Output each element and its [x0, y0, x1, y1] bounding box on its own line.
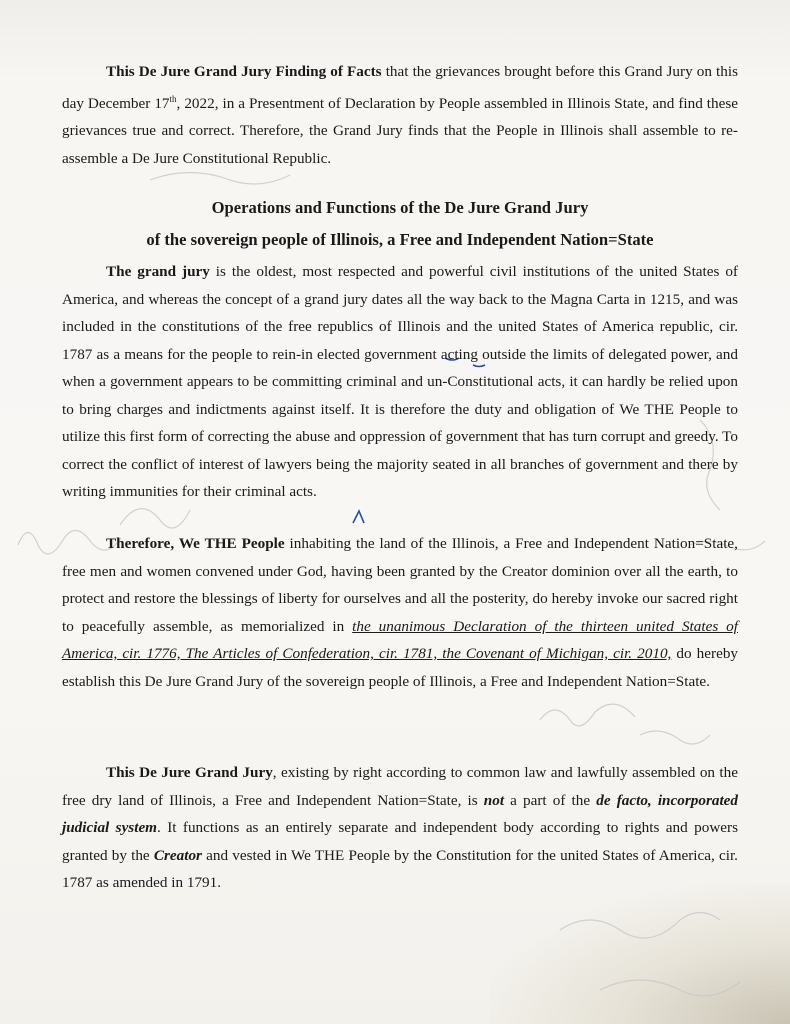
djgj-creator: Creator: [153, 846, 202, 864]
therefore-text-2: do hereby establish this De Jure Grand Jury of the sovereign people of Illinois, a Free and Independent Nation=State.: [62, 645, 739, 690]
de-jure-grand-jury-paragraph: [62, 759, 738, 897]
djgj-text-1: , existing by right according to common law and lawfully assembled on the free dry land of Illinois, a Free and Independent Nation=State, is: [62, 764, 738, 809]
grand-jury-paragraph: [62, 258, 738, 506]
scan-shadow: [490, 884, 790, 1024]
finding-of-facts-lead: This De Jure Grand Jury Finding of Facts: [106, 63, 382, 80]
djgj-text-4: and vested in We THE People by the Constitution for the united States of America, cir. 1787 as amended in 1791.: [62, 846, 738, 891]
finding-of-facts-paragraph: [62, 58, 738, 172]
finding-sup: th: [169, 93, 177, 104]
grand-jury-lead: The grand jury: [106, 263, 210, 280]
therefore-lead: Therefore, We THE People: [106, 535, 285, 552]
section-heading-line2: of the sovereign people of Illinois, a Free and Independent Nation=State: [146, 230, 654, 249]
djgj-text-3: . It functions as an entirely separate and independent body according to rights and powers granted by the: [62, 819, 738, 864]
declaration-reference: the unanimous Declaration of the thirteen united States of America, cir. 1776, The Articles of Confederation, cir. 1781, the Covenant of Michigan, cir. 2010,: [62, 617, 738, 662]
djgj-text-2: a part of the: [504, 791, 597, 809]
djgj-not: not: [483, 791, 505, 809]
djgj-lead: This De Jure Grand Jury: [106, 764, 273, 781]
finding-text-2: , 2022, in a Presentment of Declaration by People assembled in Illinois State, and find these grievances true and correct. Therefore, the Grand Jury finds that the People in Illinois shall assemble to re-assemble a De Jure Constitutional Republic.: [62, 94, 739, 167]
finding-text-1: that the grievances brought before this Grand Jury on this day December 17: [62, 63, 738, 112]
therefore-paragraph: [62, 530, 738, 695]
therefore-text-1: inhabiting the land of the Illinois, a Free and Independent Nation=State, free men and women convened under God, having been granted by the Creator dominion over all the earth, to protect and restore the blessings of liberty for ourselves and all the posterity, do hereby invoke our sacred right to peacefully assemble, as memorialized in: [62, 535, 738, 635]
grand-jury-text: is the oldest, most respected and powerful civil institutions of the united States of America, and whereas the concept of a grand jury dates all the way back to the Magna Carta in 1215, and was included in the constitutions of the free republics of Illinois and the united States of America republic, cir. 1787 as a means for the people to rein-in elected government acting outside the limits of delegated power, and when a government appears to be committing criminal and un-Constitutional acts, it can hardly be relied upon to bring charges and indictments against itself. It is therefore the duty and obligation of We THE People to utilize this first form of correcting the abuse and oppression of government that has turn corrupt and greedy. To correct the conflict of interest of lawyers being the majority seated in all branches of government and there by writing immunities for their criminal acts.: [62, 263, 738, 500]
section-heading-line1: Operations and Functions of the De Jure Grand Jury: [211, 198, 589, 217]
djgj-defacto: de facto, incorporated judicial system: [62, 791, 738, 836]
